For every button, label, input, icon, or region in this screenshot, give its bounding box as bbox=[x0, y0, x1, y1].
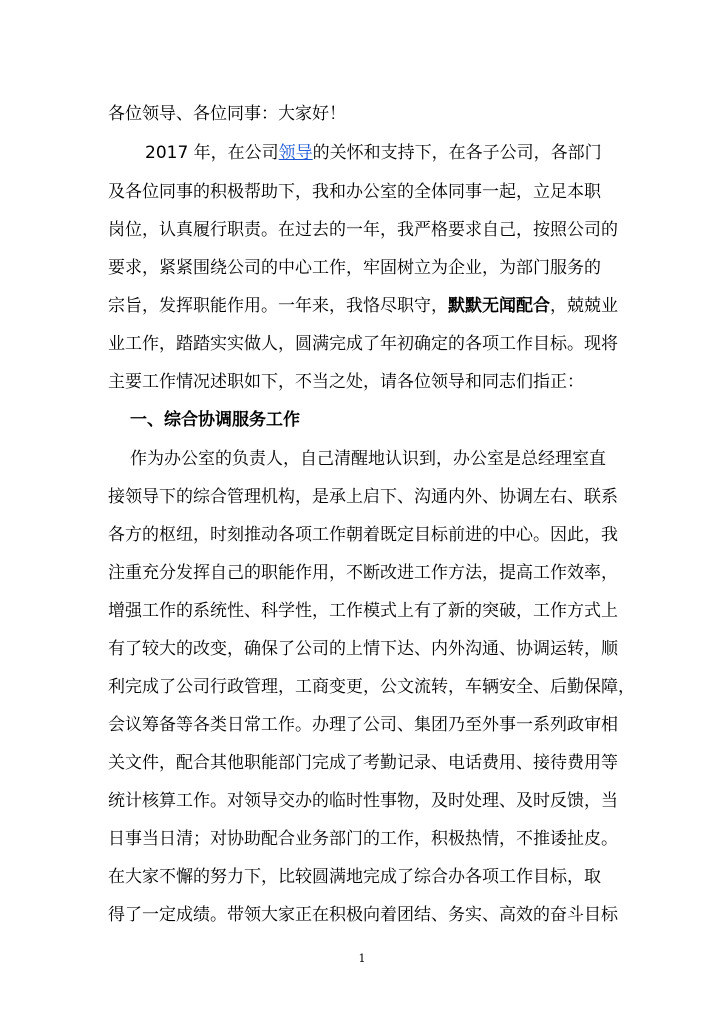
paragraph2-line6-text: 有了较大的改变，确保了公司的上情下达、内外沟通、协调运转，顺 bbox=[108, 639, 618, 659]
paragraph2-line12-text: 在大家不懈的努力下，比较圆满地完成了综合办各项工作目标，取 bbox=[108, 867, 601, 887]
paragraph2-line11-text: 日事当日清；对协助配合业务部门的工作，积极热情，不推诿扯皮。 bbox=[108, 829, 618, 849]
paragraph2-line4-text: 注重充分发挥自己的职能作用，不断改进工作方法，提高工作效率， bbox=[108, 563, 618, 583]
paragraph1-line2 bbox=[108, 182, 601, 202]
paragraph2-line2 bbox=[108, 487, 618, 507]
section-heading bbox=[130, 410, 300, 430]
paragraph1-line3-text: 岗位，认真履行职责。在过去的一年，我严格要求自己，按照公司的 bbox=[108, 220, 618, 240]
paragraph1-line1-end: 的关怀和支持下，在各子公司，各部门 bbox=[312, 143, 602, 163]
paragraph2-line8 bbox=[108, 715, 618, 735]
paragraph2-line8-text: 会议筹备等各类日常工作。办理了公司、集团乃至外事一系列政审相 bbox=[108, 715, 618, 735]
paragraph2-line3-text: 各方的枢纽，时刻推动各项工作朝着既定目标前进的中心。因此，我 bbox=[108, 525, 618, 545]
paragraph1-line5-start: 宗旨，发挥职能作用。一年来，我恪尽职守， bbox=[108, 296, 448, 316]
paragraph2-line4 bbox=[108, 563, 618, 583]
paragraph2-line6 bbox=[108, 639, 618, 659]
paragraph1-line4 bbox=[108, 258, 601, 278]
paragraph2-line10-text: 统计核算工作。对领导交办的临时性事物，及时处理、及时反馈，当 bbox=[108, 791, 618, 811]
paragraph2-line7-text: 利完成了公司行政管理，工商变更，公文流转，车辆安全、后勤保障， bbox=[108, 677, 635, 697]
paragraph2-line1-text: 作为办公室的负责人，自己清醒地认识到，办公室是总经理室直 bbox=[130, 449, 606, 469]
paragraph2-line9-text: 关文件，配合其他职能部门完成了考勤记录、电话费用、接待费用等 bbox=[108, 753, 618, 773]
paragraph2-line1 bbox=[130, 449, 606, 469]
paragraph1-line1-start: 2017 年，在公司 bbox=[145, 143, 279, 163]
paragraph2-line12 bbox=[108, 867, 601, 887]
paragraph2-line5-text: 增强工作的系统性、科学性，工作模式上有了新的突破，工作方式上 bbox=[108, 601, 618, 621]
paragraph2-line13 bbox=[108, 905, 618, 925]
paragraph1-line6-text: 业工作，踏踏实实做人，圆满完成了年初确定的各项工作目标。现将 bbox=[108, 334, 618, 354]
paragraph1-line5-end: ，兢兢业 bbox=[550, 296, 618, 316]
paragraph2-line3 bbox=[108, 525, 618, 545]
paragraph1-line5 bbox=[108, 296, 618, 316]
paragraph2-line10 bbox=[108, 791, 618, 811]
paragraph2-line5 bbox=[108, 601, 618, 621]
paragraph2-line7 bbox=[108, 677, 635, 697]
paragraph1-line1 bbox=[145, 143, 602, 163]
paragraph2-line11 bbox=[108, 829, 618, 849]
paragraph1-line3 bbox=[108, 220, 618, 240]
paragraph1-line7 bbox=[108, 372, 584, 392]
paragraph2-line9 bbox=[108, 753, 618, 773]
paragraph2-line2-text: 接领导下的综合管理机构，是承上启下、沟通内外、协调左右、联系 bbox=[108, 487, 618, 507]
section-heading-text: 一、综合协调服务工作 bbox=[130, 410, 300, 430]
paragraph1-line4-text: 要求，紧紧围绕公司的中心工作，牢固树立为企业，为部门服务的 bbox=[108, 258, 601, 278]
bold-phrase: 默默无闻配合 bbox=[448, 296, 550, 316]
paragraph1-line2-text: 及各位同事的积极帮助下，我和办公室的全体同事一起，立足本职 bbox=[108, 182, 601, 202]
greeting-text: 各位领导、各位同事：大家好！ bbox=[108, 104, 346, 124]
leadership-link[interactable]: 领导 bbox=[278, 143, 313, 163]
greeting-line bbox=[108, 104, 346, 124]
paragraph1-line6 bbox=[108, 334, 618, 354]
paragraph1-line7-text: 主要工作情况述职如下，不当之处，请各位领导和同志们指正： bbox=[108, 372, 584, 392]
paragraph2-line13-text: 得了一定成绩。带领大家正在积极向着团结、务实、高效的奋斗目标 bbox=[108, 905, 618, 925]
page-number: 1 bbox=[358, 952, 366, 965]
